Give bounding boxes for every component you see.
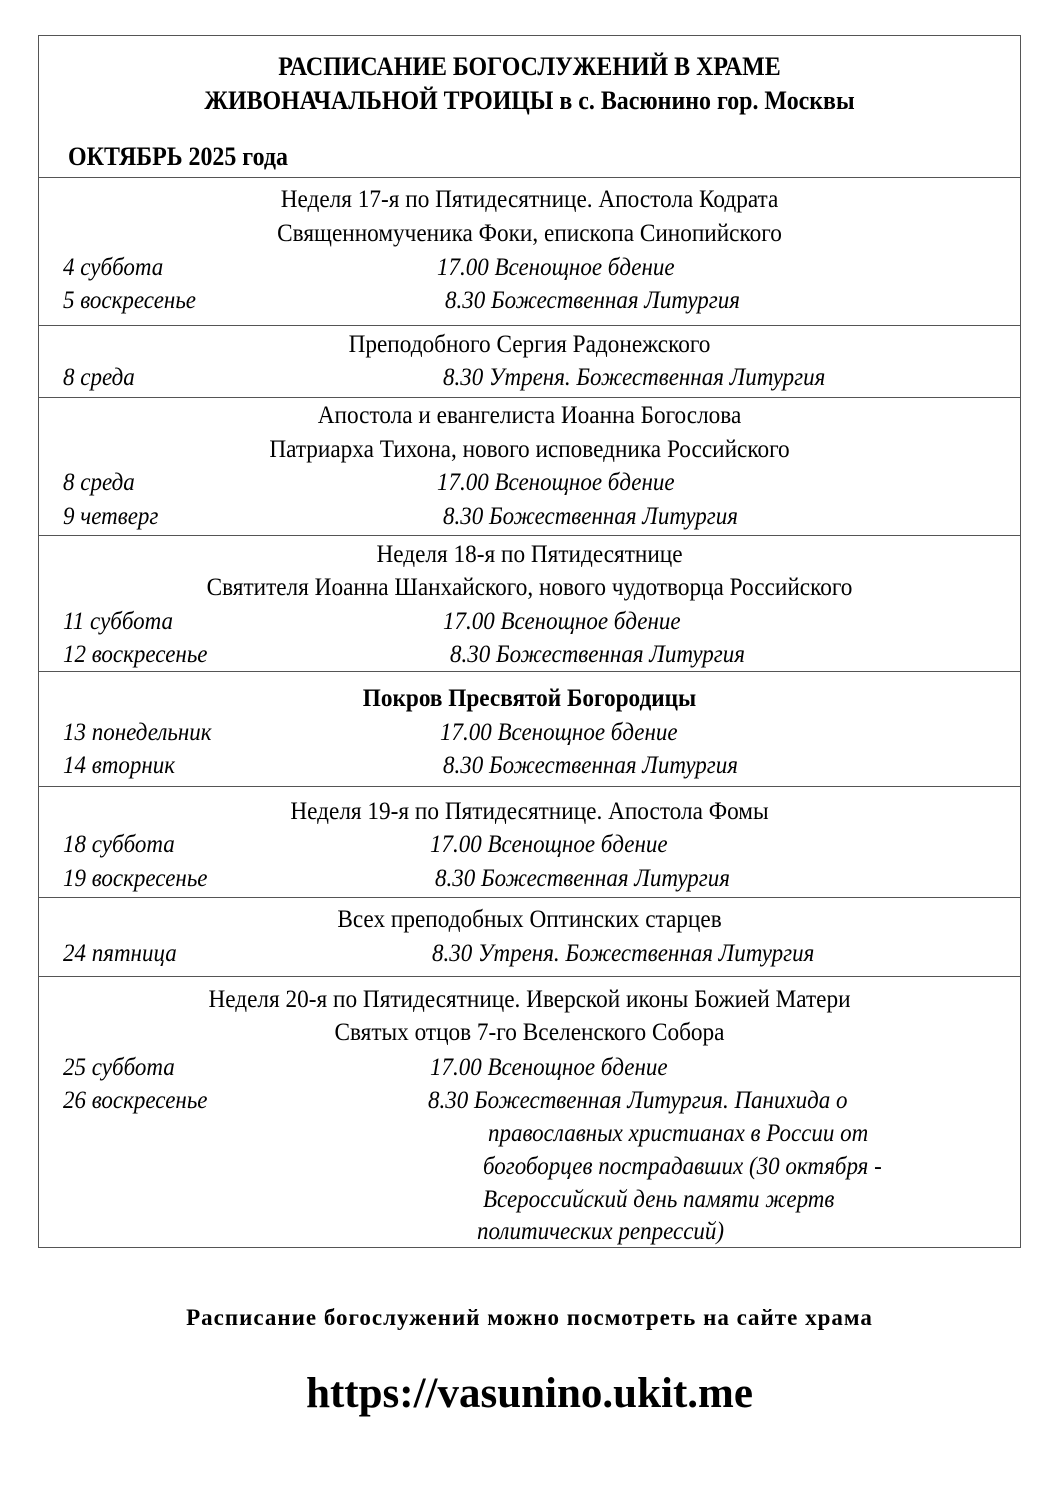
service-day: 11 суббота: [63, 608, 174, 635]
service-time: 8.30 Божественная Литургия. Панихида о: [428, 1087, 848, 1114]
divider: [38, 535, 1021, 536]
footer-note: Расписание богослужений можно посмотреть на сайте храма: [186, 1305, 873, 1330]
service-note-line: Всероссийский день памяти жертв: [483, 1186, 835, 1213]
section-heading: Всех преподобных Оптинских старцев: [337, 906, 722, 933]
service-time: 17.00 Всенощное бдение: [443, 608, 681, 635]
service-day: 8 среда: [63, 364, 135, 391]
service-time: 17.00 Всенощное бдение: [440, 719, 678, 746]
service-note-line: политических репрессий): [477, 1218, 725, 1245]
month-label: ОКТЯБРЬ 2025 года: [68, 142, 288, 171]
service-day: 18 суббота: [63, 831, 175, 858]
section-heading: Неделя 18-я по Пятидесятнице: [376, 541, 683, 568]
service-time: 8.30 Божественная Литургия: [443, 752, 738, 779]
divider: [38, 397, 1021, 398]
service-time: 17.00 Всенощное бдение: [437, 254, 675, 281]
section-heading: Преподобного Сергия Радонежского: [348, 331, 711, 358]
section-heading: Святителя Иоанна Шанхайского, нового чудотворца Российского: [206, 574, 853, 601]
service-note-line: богоборцев пострадавших (30 октября -: [483, 1153, 882, 1180]
service-note-line: православных христианах в России от: [488, 1120, 869, 1147]
divider: [38, 177, 1021, 178]
service-time: 17.00 Всенощное бдение: [430, 831, 668, 858]
service-time: 8.30 Божественная Литургия: [443, 503, 738, 530]
service-day: 12 воскресенье: [63, 641, 208, 668]
service-time: 17.00 Всенощное бдение: [430, 1054, 668, 1081]
divider: [38, 786, 1021, 787]
divider: [38, 976, 1021, 977]
service-time: 8.30 Божественная Литургия: [445, 287, 740, 314]
section-heading: Святых отцов 7-го Вселенского Собора: [334, 1019, 725, 1046]
service-day: 24 пятница: [63, 940, 177, 967]
service-time: 8.30 Утреня. Божественная Литургия: [432, 940, 815, 967]
divider: [38, 897, 1021, 898]
section-heading: Неделя 20-я по Пятидесятнице. Иверской иконы Божией Матери: [208, 986, 851, 1013]
website-link[interactable]: https://vasunino.ukit.me: [306, 1370, 753, 1417]
service-time: 8.30 Божественная Литургия: [435, 865, 730, 892]
service-day: 26 воскресенье: [63, 1087, 208, 1114]
service-day: 8 среда: [63, 469, 135, 496]
service-day: 13 понедельник: [63, 719, 212, 746]
section-heading: Патриарха Тихона, нового исповедника Российского: [269, 436, 790, 463]
section-heading: Покров Пресвятой Богородицы: [362, 685, 697, 712]
divider: [38, 671, 1021, 672]
section-heading: Неделя 17-я по Пятидесятнице. Апостола Кодрата: [280, 186, 779, 213]
service-day: 5 воскресенье: [63, 287, 197, 314]
section-heading: Неделя 19-я по Пятидесятнице. Апостола Фомы: [290, 798, 769, 825]
divider: [38, 325, 1021, 326]
service-day: 4 суббота: [63, 254, 164, 281]
service-day: 25 суббота: [63, 1054, 175, 1081]
service-time: 8.30 Утреня. Божественная Литургия: [443, 364, 826, 391]
title-line-1: РАСПИСАНИЕ БОГОСЛУЖЕНИЙ В ХРАМЕ: [278, 52, 781, 81]
title-line-2: ЖИВОНАЧАЛЬНОЙ ТРОИЦЫ в с. Васюнино гор. Москвы: [204, 86, 855, 115]
service-time: 8.30 Божественная Литургия: [450, 641, 745, 668]
service-time: 17.00 Всенощное бдение: [437, 469, 675, 496]
section-heading: Апостола и евангелиста Иоанна Богослова: [317, 402, 742, 429]
service-day: 9 четверг: [63, 503, 159, 530]
service-day: 14 вторник: [63, 752, 176, 779]
section-heading: Священномученика Фоки, епископа Синопийского: [277, 220, 782, 247]
service-day: 19 воскресенье: [63, 865, 208, 892]
